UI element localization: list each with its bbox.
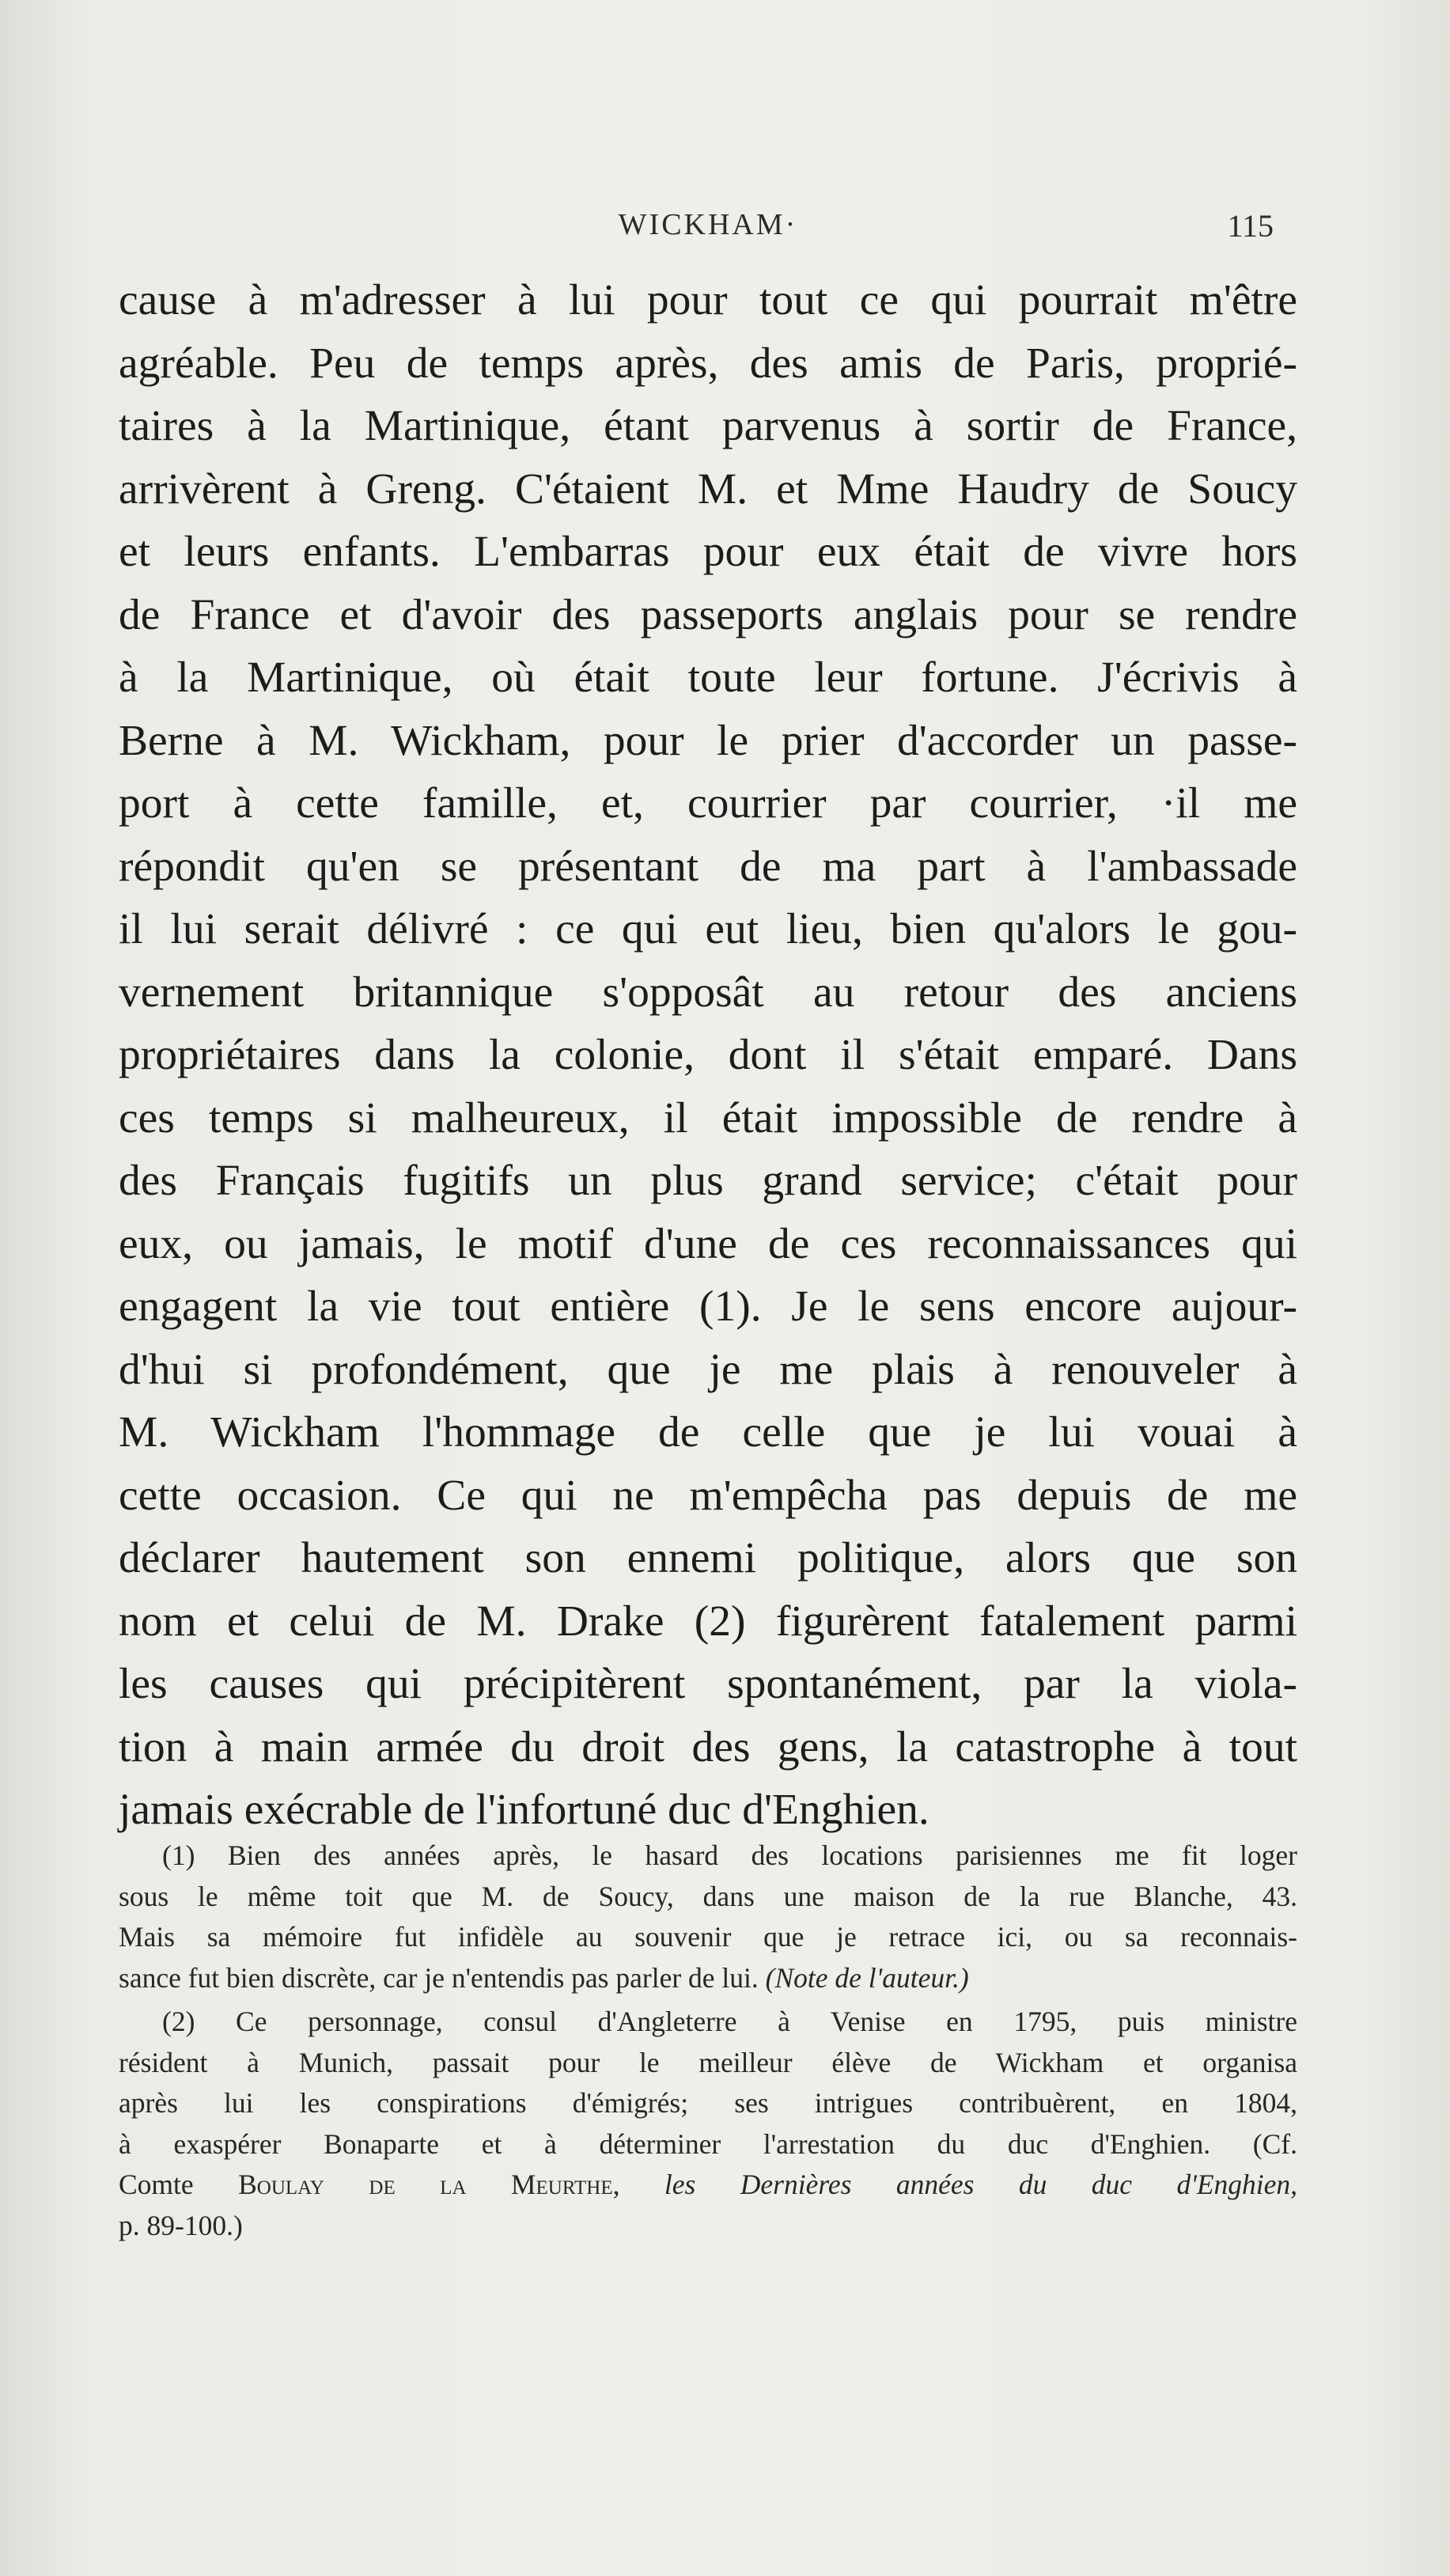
- text-line: cause à m'adresser à lui pour tout ce qui pourrait m'être: [119, 276, 1297, 324]
- text-line: d'hui si profondément, que je me plais à renouveler à: [119, 1345, 1297, 1394]
- footnote-line: [119, 1958, 1297, 1999]
- text-line: cette occasion. Ce qui ne m'empêcha pas depuis de me: [119, 1471, 1297, 1520]
- reference-title: les Dernières années du duc d'Enghien,: [664, 2169, 1298, 2200]
- footnote-line: [119, 2165, 1297, 2206]
- text-line: M. Wickham l'hommage de celle que je lui vouai à: [119, 1408, 1297, 1457]
- footnotes: [119, 1835, 1297, 2249]
- author-note: (Note de l'auteur.): [765, 1961, 969, 1994]
- footnote-1: [119, 1835, 1297, 1998]
- running-title: WICKHAM·: [618, 208, 798, 241]
- footnote-line: résident à Munich, passait pour le meilleur élève de Wickham et organisa: [119, 2046, 1297, 2078]
- footnote-line: (2) Ce personnage, consul d'Angleterre à Venise en 1795, puis ministre: [162, 2006, 1297, 2037]
- reference-prefix: Comte: [119, 2169, 194, 2200]
- page-number: 115: [1227, 208, 1274, 244]
- text-line: arrivèrent à Greng. C'étaient M. et Mme Haudry de Soucy: [119, 464, 1297, 513]
- text-line: de France et d'avoir des passeports anglais pour se rendre: [119, 590, 1297, 639]
- footnote-line: p. 89-100.): [119, 2209, 243, 2241]
- footnote-text: sance fut bien discrète, car je n'entendis pas parler de lui.: [119, 1961, 759, 1994]
- reference-author: Boulay de la Meurthe,: [238, 2169, 620, 2200]
- text-line: déclarer hautement son ennemi politique, alors que son: [119, 1534, 1297, 1582]
- text-line: Berne à M. Wickham, pour le prier d'accorder un passe-: [119, 716, 1297, 765]
- text-line: jamais exécrable de l'infortuné duc d'Enghien.: [119, 1786, 929, 1834]
- text-line: il lui serait délivré : ce qui eut lieu, bien qu'alors le gou-: [119, 905, 1297, 953]
- text-line: vernement britannique s'opposât au retour des anciens: [119, 968, 1297, 1017]
- text-line: les causes qui précipitèrent spontanément, par la viola-: [119, 1660, 1297, 1708]
- text-line: taires à la Martinique, étant parvenus à sortir de France,: [119, 402, 1297, 450]
- footnote-2: [119, 2002, 1297, 2246]
- text-line: et leurs enfants. L'embarras pour eux était de vivre hors: [119, 528, 1297, 576]
- footnote-line: après lui les conspirations d'émigrés; ses intrigues contribuèrent, en 1804,: [119, 2087, 1297, 2119]
- page-header: [127, 207, 1289, 255]
- footnote-line: Mais sa mémoire fut infidèle au souvenir que je retrace ici, ou sa reconnais-: [119, 1921, 1297, 1953]
- text-line: engagent la vie tout entière (1). Je le sens encore aujour-: [119, 1282, 1297, 1331]
- footnote-line: sous le même toit que M. de Soucy, dans une maison de la rue Blanche, 43.: [119, 1880, 1297, 1912]
- text-line: port à cette famille, et, courrier par courrier, ·il me: [119, 779, 1297, 828]
- text-line: tion à main armée du droit des gens, la catastrophe à tout: [119, 1722, 1297, 1771]
- text-line: ces temps si malheureux, il était impossible de rendre à: [119, 1093, 1297, 1142]
- main-text: [119, 269, 1297, 1842]
- footnote-line: (1) Bien des années après, le hasard des locations parisiennes me fit loger: [162, 1839, 1297, 1871]
- text-line: des Français fugitifs un plus grand service; c'était pour: [119, 1157, 1297, 1205]
- text-line: répondit qu'en se présentant de ma part à l'ambassade: [119, 842, 1297, 891]
- text-line: nom et celui de M. Drake (2) figurèrent fatalement parmi: [119, 1597, 1297, 1646]
- footnote-line: à exaspérer Bonaparte et à déterminer l'arrestation du duc d'Enghien. (Cf.: [119, 2127, 1297, 2160]
- text-line: à la Martinique, où était toute leur fortune. J'écrivis à: [119, 653, 1297, 702]
- text-line: agréable. Peu de temps après, des amis de Paris, proprié-: [119, 339, 1297, 388]
- text-line: eux, ou jamais, le motif d'une de ces reconnaissances qui: [119, 1219, 1297, 1268]
- text-line: propriétaires dans la colonie, dont il s'était emparé. Dans: [119, 1031, 1297, 1079]
